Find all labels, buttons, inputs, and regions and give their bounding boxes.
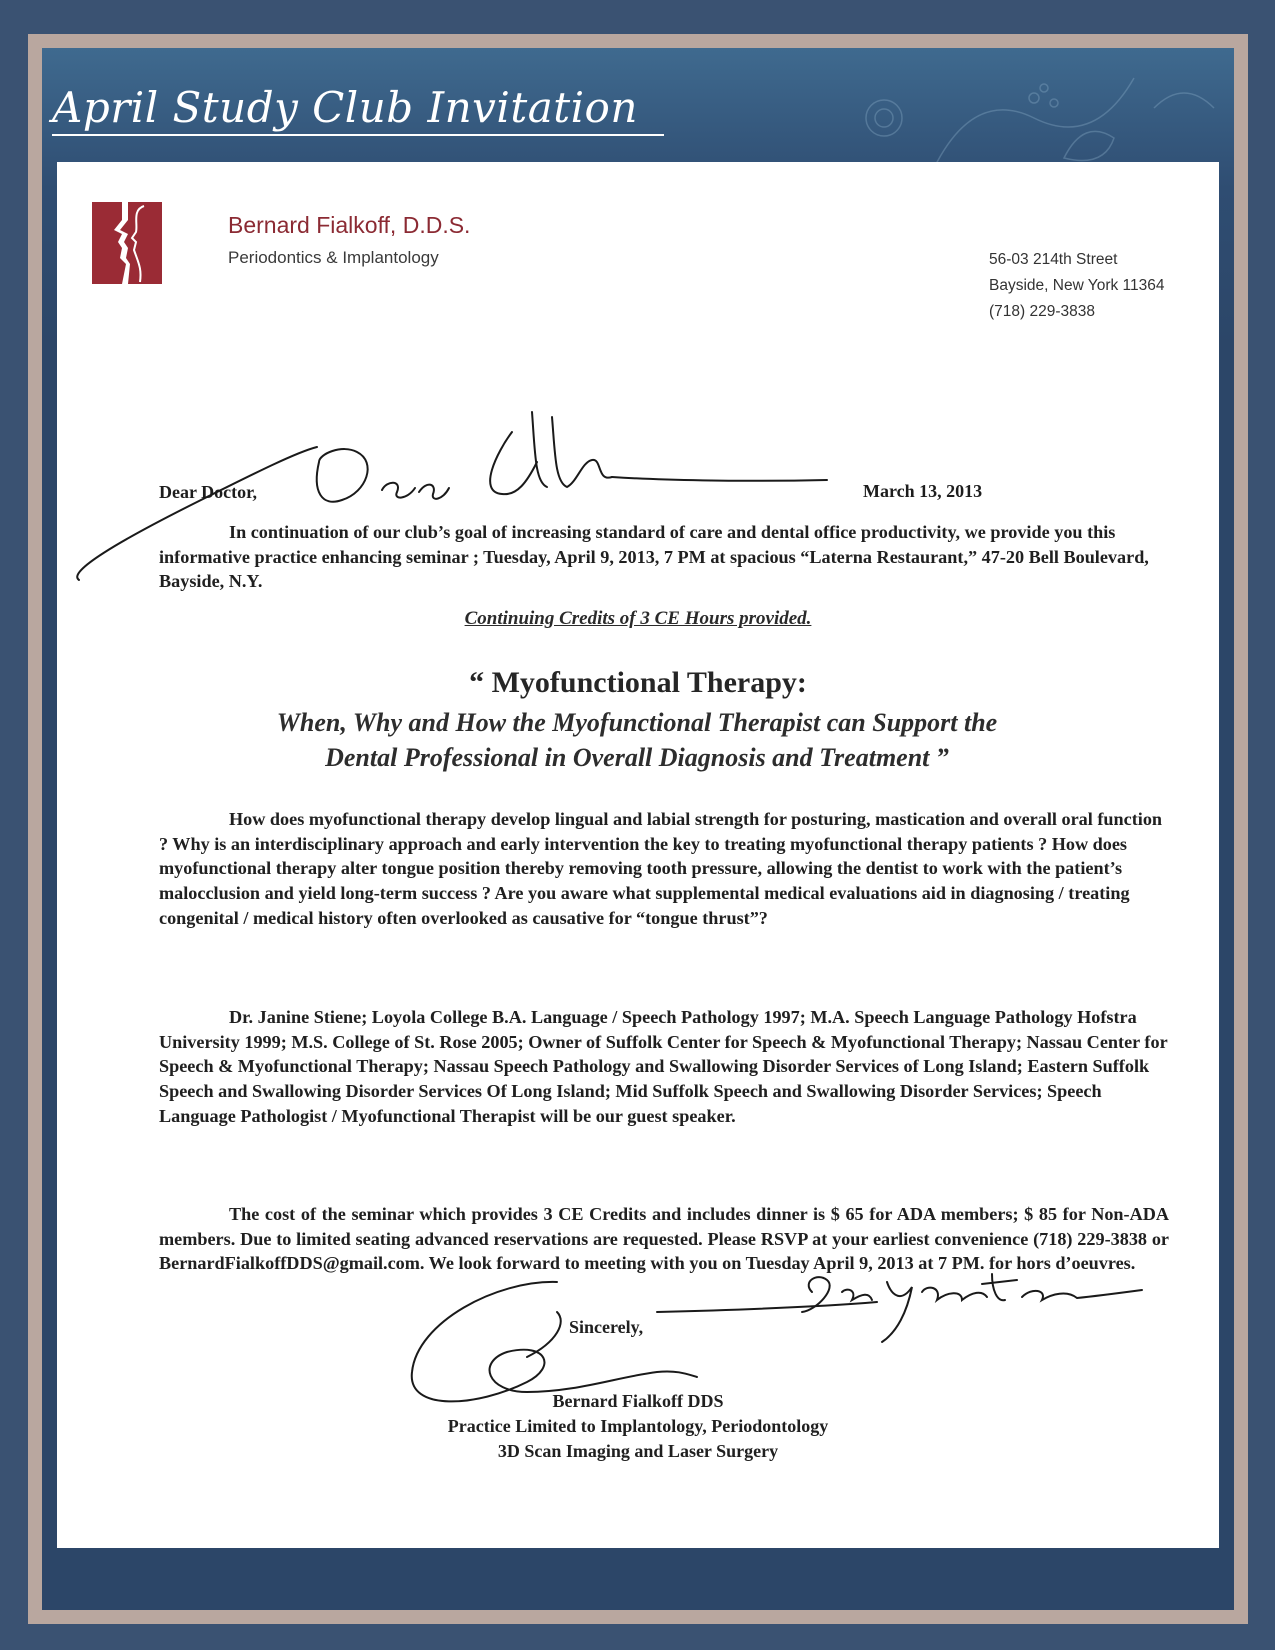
address-phone: (718) 229-3838 (989, 303, 1095, 320)
letter-page (57, 162, 1219, 1548)
letter-date: March 13, 2013 (863, 481, 983, 501)
speaker-paragraph (159, 1005, 1169, 1129)
banner-title: April Study Club Invitation (52, 83, 638, 132)
ce-credits-notice: Continuing Credits of 3 CE Hours provided. (464, 608, 812, 629)
questions-paragraph (159, 807, 1169, 931)
seminar-subtitle-line1: When, Why and How the Myofunctional Therapist can Support the (276, 708, 998, 737)
signer-title-line2: 3D Scan Imaging and Laser Surgery (497, 1441, 779, 1461)
cost-paragraph (159, 1202, 1169, 1276)
signer-title-line1: Practice Limited to Implantology, Periodontology (447, 1416, 829, 1436)
questions-text: How does myofunctional therapy develop lingual and labial strength for posturing, mastication and overall oral function ? Why is an interdisciplinary approach and early intervention the key to treating myofunctional therapy patients ? How does myofunctional therapy alter tongue position thereby removing tooth pressure, allowing the dentist to work with the patient’s malocclusion and yield long-term success ? Are you aware what supplemental medical evaluations aid in diagnosing / treating congenital / medical history often overlooked as causative for “tongue thrust”? (159, 809, 1163, 928)
signature-block (57, 1389, 1219, 1464)
letterhead-address (989, 247, 1165, 325)
letterhead-name: Bernard Fialkoff, D.D.S. (228, 212, 471, 238)
closing: Sincerely, (569, 1317, 644, 1337)
seminar-subtitle-line2: Dental Professional in Overall Diagnosis and Treatment ” (325, 743, 949, 772)
face-profile-logo-icon (92, 202, 162, 284)
signature-scribble (412, 1282, 697, 1401)
handwriting-note (802, 1277, 830, 1312)
letterhead-specialty: Periodontics & Implantology (228, 248, 439, 267)
seminar-subtitle (117, 705, 1157, 775)
signer-name: Bernard Fialkoff DDS (552, 1391, 724, 1411)
banner-underline (52, 134, 664, 136)
address-city: Bayside, New York 11364 (989, 277, 1165, 294)
salutation: Dear Doctor, (159, 482, 257, 502)
intro-text: In continuation of our club’s goal of increasing standard of care and dental office productivity, we provide you this informative practice enhancing seminar ; Tuesday, April 9, 2013, 7 PM at spacious “Laterna Restaurant,” 47-20 Bell Boulevard, Bayside, N.Y. (159, 522, 1149, 592)
intro-paragraph (159, 520, 1169, 594)
cost-text: The cost of the seminar which provides 3 CE Credits and includes dinner is $ 65 for ADA members; $ 85 for Non-ADA members. Due to limited seating advanced reservations are requested. Please RSVP at your earliest convenience (718) 229-3838 or BernardFialkoffDDS@gmail.com. We look forward to meeting with you on Tuesday April 9, 2013 at 7 PM. for hors d’oeuvres. (159, 1204, 1169, 1274)
speaker-text: Dr. Janine Stiene; Loyola College B.A. Language / Speech Pathology 1997; M.A. Speech Language Pathology Hofstra University 1999; M.S. College of St. Rose 2005; Owner of Suffolk Center for Speech & Myofunctional Therapy; Nassau Center for Speech & Myofunctional Therapy; Nassau Speech Pathology and Swallowing Disorder Services of Long Island; Eastern Suffolk Speech and Swallowing Disorder Services Of Long Island; Mid Suffolk Speech and Swallowing Disorder Services; Speech Language Pathologist / Myofunctional Therapist will be our guest speaker. (159, 1007, 1168, 1126)
address-street: 56-03 214th Street (989, 251, 1118, 268)
seminar-title: “ Myofunctional Therapy: (469, 666, 807, 699)
